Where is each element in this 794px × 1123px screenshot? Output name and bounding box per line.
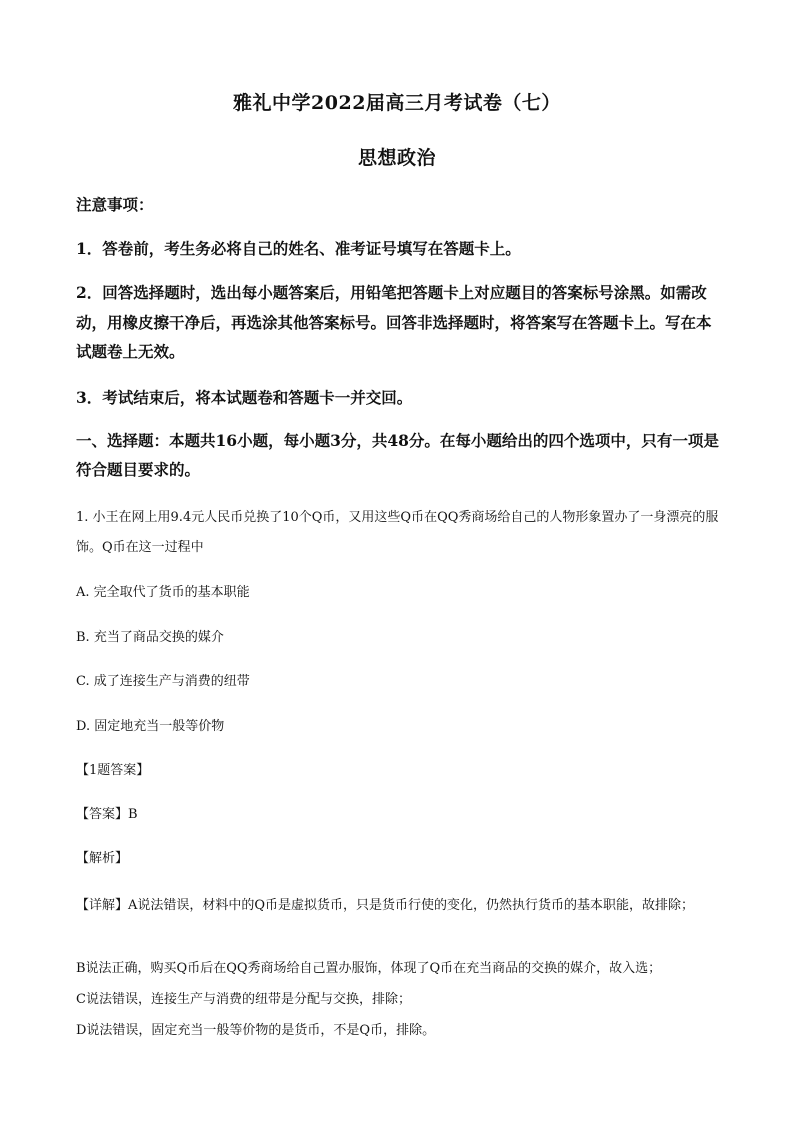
answer-line: 【答案】B [76, 807, 138, 822]
detail-b: B说法正确，购买Q币后在QQ秀商场给自己置办服饰，体现了Q币在充当商品的交换的媒介，故入选； [76, 961, 662, 976]
subject-title: 思想政治 [357, 147, 436, 169]
section-heading: 一、选择题：本题共16小题，每小题3分，共48分。在每小题给出的四个选项中，只有一项是符合题目要求的。 [76, 431, 719, 479]
notice-item-1: 1．答卷前，考生务必将自己的姓名、准考证号填写在答题卡上。 [76, 239, 521, 258]
answer-header: 【1题答案】 [76, 763, 150, 778]
detail-d: D说法错误，固定充当一般等价物的是货币，不是Q币，排除。 [76, 1023, 436, 1038]
notice-heading: 注意事项： [76, 195, 154, 214]
analysis-label: 【解析】 [76, 851, 129, 866]
detail-a: 【详解】A说法错误，材料中的Q币是虚拟货币，只是货币行使的变化，仍然执行货币的基本职能，故排除； [76, 898, 695, 913]
exam-title: 雅礼中学2022届高三月考试卷（七） [233, 92, 561, 114]
option-b: B. 充当了商品交换的媒介 [76, 630, 224, 645]
option-d: D. 固定地充当一般等价物 [76, 719, 225, 734]
question-1-stem: 1. 小王在网上用9.4元人民币兑换了10个Q币，又用这些Q币在QQ秀商场给自己的人物形象置办了一身漂亮的服饰。Q币在这一过程中 [76, 510, 719, 555]
option-a: A. 完全取代了货币的基本职能 [76, 585, 250, 600]
option-c: C. 成了连接生产与消费的纽带 [76, 674, 250, 689]
notice-item-2: 2．回答选择题时，选出每小题答案后，用铅笔把答题卡上对应题目的答案标号涂黑。如需改动，用橡皮擦干净后，再选涂其他答案标号。回答非选择题时，将答案写在答题卡上。写在本试题卷上无效。 [76, 283, 712, 361]
notice-item-3: 3．考试结束后，将本试题卷和答题卡一并交回。 [76, 388, 413, 407]
detail-c: C说法错误，连接生产与消费的纽带是分配与交换，排除； [76, 992, 411, 1007]
